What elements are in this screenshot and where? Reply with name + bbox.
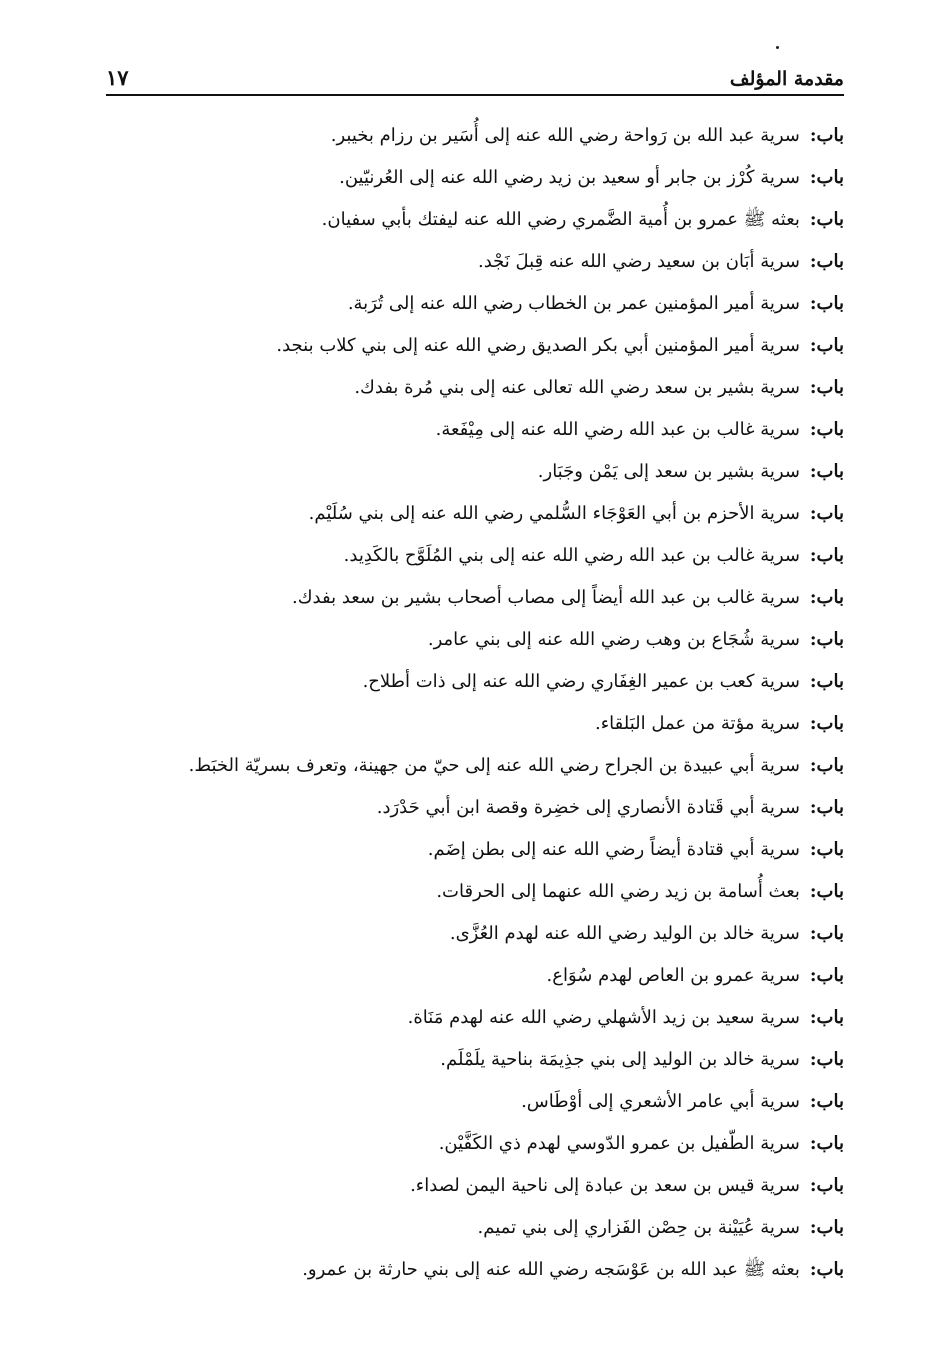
entry-label: باب: [809,1259,844,1280]
entry-label: باب: [809,671,844,692]
chapter-entry [106,913,844,955]
chapter-entry [106,787,844,829]
chapter-entry [106,871,844,913]
page-header [106,58,844,96]
entry-label: باب: [809,503,844,524]
entry-text: سرية أبي عامر الأشعري إلى أوْطَاس. [521,1091,800,1112]
entry-label: باب: [809,713,844,734]
entry-text: سرية خالد بن الوليد رضي الله عنه لهدم العُزَّى. [449,923,800,944]
entry-label: باب: [809,755,844,776]
entry-text: سرية عمرو بن العاص لهدم سُوَاع. [546,965,800,986]
chapter-entry [106,115,844,157]
entry-label: باب: [809,1007,844,1028]
entry-text: بعث أُسامة بن زيد رضي الله عنهما إلى الحرقات. [436,881,800,902]
chapter-entry [106,703,844,745]
entry-label: باب: [809,839,844,860]
entry-text: سرية خالد بن الوليد إلى بني جذِيمَة بناحية يلَمْلَم. [440,1049,800,1070]
entry-label: باب: [809,545,844,566]
entry-text: سرية كعب بن عمير الغِفَاري رضي الله عنه إلى ذات أطلاح. [362,671,800,692]
chapter-entry [106,1123,844,1165]
chapter-entry [106,493,844,535]
entry-label: باب: [809,965,844,986]
entry-label: باب: [809,629,844,650]
chapter-entry [106,409,844,451]
chapter-entry [106,535,844,577]
entry-text: بعثه ﷺ عمرو بن أُمية الضَّمري رضي الله عنه ليفتك بأبي سفيان. [321,209,800,230]
entry-text: سرية أمير المؤمنين أبي بكر الصديق رضي الله عنه إلى بني كلاب بنجد. [276,335,800,356]
entry-label: باب: [809,1133,844,1154]
page-number: ١٧ [106,65,129,90]
entry-label: باب: [809,419,844,440]
entry-label: باب: [809,125,844,146]
chapter-entry [106,1249,844,1291]
entry-text: سرية غالب بن عبد الله رضي الله عنه إلى مِيْفَعة. [435,419,800,440]
entry-text: سرية عبد الله بن رَواحة رضي الله عنه إلى أُسَير بن رزام بخيبر. [330,125,800,146]
entry-text: سرية أبي قَتادة الأنصاري إلى خضِرة وقصة ابن أبي حَدْرَد. [376,797,800,818]
entry-label: باب: [809,797,844,818]
entry-text: سرية بشير بن سعد إلى يَمْن وجَبَار. [537,461,800,482]
chapter-entry [106,745,844,787]
entry-label: باب: [809,335,844,356]
entry-text: بعثه ﷺ عبد الله بن عَوْسَجه رضي الله عنه إلى بني حارثة بن عمرو. [302,1259,800,1280]
entry-text: سرية أبي عبيدة بن الجراح رضي الله عنه إلى حيّ من جهينة، وتعرف بسريّة الخبَط. [188,755,800,776]
stray-mark [776,46,779,49]
chapter-entry [106,955,844,997]
entry-text: سرية كُرْز بن جابر أو سعيد بن زيد رضي الله عنه إلى العُرنيّين. [339,167,800,188]
entry-text: سرية بشير بن سعد رضي الله تعالى عنه إلى بني مُرة بفدك. [354,377,800,398]
chapter-entry [106,451,844,493]
entry-label: باب: [809,587,844,608]
entry-label: باب: [809,293,844,314]
entry-label: باب: [809,461,844,482]
entry-text: سرية غالب بن عبد الله أيضاً إلى مصاب أصحاب بشير بن سعد بفدك. [292,587,800,608]
entry-label: باب: [809,377,844,398]
chapter-list [106,115,844,1291]
chapter-entry [106,1207,844,1249]
chapter-entry [106,1165,844,1207]
entry-label: باب: [809,251,844,272]
entry-text: سرية غالب بن عبد الله رضي الله عنه إلى بني المُلَوَّح بالكَدِيد. [343,545,800,566]
entry-label: باب: [809,1049,844,1070]
entry-label: باب: [809,923,844,944]
entry-text: سرية أبَان بن سعيد رضي الله عنه قِبلَ نَجْد. [478,251,800,272]
chapter-entry [106,367,844,409]
entry-text: سرية الطّفيل بن عمرو الدّوسي لهدم ذي الكَفَّيْن. [438,1133,800,1154]
entry-label: باب: [809,1217,844,1238]
entry-text: سرية قيس بن سعد بن عبادة إلى ناحية اليمن لصداء. [410,1175,800,1196]
entry-text: سرية سعيد بن زيد الأشهلي رضي الله عنه لهدم مَنَاة. [407,1007,800,1028]
entry-text: سرية أمير المؤمنين عمر بن الخطاب رضي الله عنه إلى تُرَبة. [347,293,800,314]
chapter-entry [106,997,844,1039]
chapter-entry [106,325,844,367]
running-title: مقدمة المؤلف [729,68,844,90]
chapter-entry [106,241,844,283]
chapter-entry [106,1039,844,1081]
chapter-entry [106,661,844,703]
chapter-entry [106,157,844,199]
entry-label: باب: [809,1175,844,1196]
chapter-entry [106,1081,844,1123]
entry-label: باب: [809,881,844,902]
chapter-entry [106,283,844,325]
entry-text: سرية الأحزم بن أبي العَوْجَاء السُّلمي رضي الله عنه إلى بني سُلَيْم. [308,503,800,524]
entry-label: باب: [809,1091,844,1112]
entry-text: سرية أبي قتادة أيضاً رضي الله عنه إلى بطن إضَم. [427,839,800,860]
entry-text: سرية مؤتة من عمل البَلقاء. [594,713,800,734]
chapter-entry [106,199,844,241]
entry-label: باب: [809,209,844,230]
entry-text: سرية عُيَيْنة بن حِصْن الفَزاري إلى بني تميم. [477,1217,800,1238]
entry-text: سرية شُجَاع بن وهب رضي الله عنه إلى بني عامر. [427,629,800,650]
chapter-entry [106,619,844,661]
chapter-entry [106,577,844,619]
entry-label: باب: [809,167,844,188]
chapter-entry [106,829,844,871]
